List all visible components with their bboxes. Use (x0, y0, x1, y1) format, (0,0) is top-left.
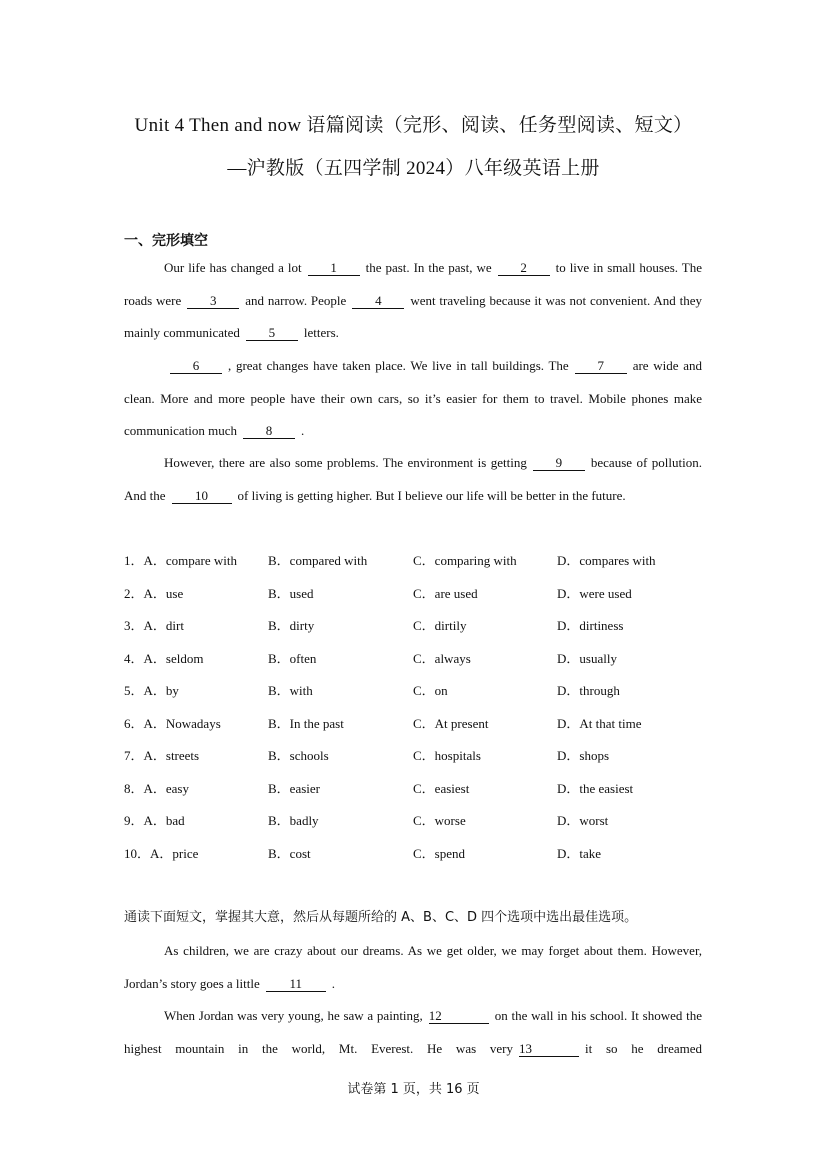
question-options-4 (124, 643, 724, 676)
option-B: B．cost (268, 845, 311, 861)
option-D: D．worst (557, 813, 609, 828)
option-B: B．schools (268, 748, 329, 763)
paragraph-text: went traveling because it was not convenient. And they mainly communicated (124, 292, 702, 340)
reading-instruction: 通读下面短文，掌握其大意，然后从每题所给的 A、B、C、D 四个选项中选出最佳选项。 (124, 910, 638, 925)
question-options-1 (124, 545, 724, 578)
option-A: 1．A．compare with (124, 553, 238, 568)
option-A: 5．A．by (124, 683, 179, 698)
option-B: B．often (268, 650, 317, 666)
question-options-7 (124, 740, 724, 773)
reading-paragraph (124, 935, 702, 1000)
option-D: D．take (557, 845, 602, 861)
paragraph-text: When Jordan was very young, he saw a painting, (164, 1008, 423, 1023)
option-B: B．dirty (268, 618, 315, 633)
option-A: 8．A．easy (124, 780, 189, 796)
option-D: D．the easiest (557, 780, 634, 796)
question-options-10 (124, 838, 724, 871)
document-title: Unit 4 Then and now 语篇阅读（完形、阅读、任务型阅读、短文） (134, 115, 693, 136)
paragraph-text: Our life has changed a lot (164, 260, 302, 275)
blank-12: 12 (429, 1008, 489, 1024)
question-options-3 (124, 610, 724, 643)
cloze-paragraph (124, 447, 702, 512)
option-D: D．through (557, 683, 620, 698)
paragraph-text: . (331, 975, 336, 991)
cloze-paragraph (124, 350, 702, 448)
paragraph-text: As children, we are crazy about our dreams. As we get older, we may forget about them. However, Jordan’s story goes a little (124, 943, 702, 991)
blank-9: 9 (533, 455, 585, 471)
paragraph-text: on the wall in his school. It showed the highest mountain in the world, Mt. Everest. He was very (124, 1008, 702, 1056)
paragraph-text: it so he dreamed (584, 1040, 702, 1056)
option-C: C．dirtily (413, 618, 467, 633)
question-options-9 (124, 805, 724, 838)
blank-6: 6 (170, 358, 222, 374)
option-C: C．are used (413, 585, 478, 601)
question-options-6 (124, 708, 724, 741)
paragraph-text: However, there are also some problems. The environment is getting (164, 455, 527, 470)
blank-2: 2 (498, 260, 550, 276)
paragraph-text: the past. In the past, we (365, 260, 492, 275)
blank-1: 1 (308, 260, 360, 276)
options-list (124, 545, 724, 870)
option-C: C．worse (413, 813, 466, 828)
option-C: C．on (413, 683, 448, 698)
blank-13: 13 (519, 1041, 579, 1057)
question-options-5 (124, 675, 724, 708)
paragraph-text: letters. (303, 325, 339, 340)
option-C: C．hospitals (413, 748, 481, 763)
option-B: B．used (268, 585, 314, 601)
option-D: D．dirtiness (557, 618, 624, 633)
blank-8: 8 (243, 423, 295, 439)
option-D: D．compares with (557, 553, 656, 568)
option-A: 10．A．price (124, 845, 199, 861)
question-options-2 (124, 578, 724, 611)
blank-5: 5 (246, 325, 298, 341)
option-A: 2．A．use (124, 585, 184, 601)
blank-7: 7 (575, 358, 627, 374)
option-D: D．At that time (557, 715, 642, 731)
option-D: D．usually (557, 650, 617, 666)
paragraph-text: . (301, 423, 305, 438)
page-footer: 试卷第 1 页，共 16 页 (347, 1082, 480, 1097)
option-C: C．At present (413, 715, 489, 731)
paragraph-text: are wide and clean. More and more people have their own cars, so it’s easier for them to travel. Mobile phones make communication much (124, 358, 702, 438)
option-C: C．always (413, 650, 471, 666)
section-heading-cloze: 一、完形填空 (124, 233, 208, 249)
reading-paragraph (124, 1000, 702, 1065)
paragraph-text: and narrow. People (245, 292, 347, 308)
question-options-8 (124, 773, 724, 806)
option-C: C．spend (413, 845, 466, 861)
option-C: C．easiest (413, 780, 470, 796)
paragraph-text: of living is getting higher. But I believe our life will be better in the future. (237, 487, 626, 503)
paragraph-text: because of pollution. And the (124, 455, 702, 503)
option-A: 9．A．bad (124, 813, 185, 828)
option-B: B．with (268, 683, 313, 698)
blank-10: 10 (172, 488, 232, 504)
option-A: 6．A．Nowadays (124, 715, 221, 731)
option-D: D．shops (557, 748, 610, 763)
blank-11: 11 (266, 976, 326, 992)
option-D: D．were used (557, 585, 632, 601)
option-B: B．badly (268, 813, 319, 828)
option-A: 3．A．dirt (124, 618, 184, 633)
option-B: B．In the past (268, 715, 344, 731)
option-C: C．comparing with (413, 553, 517, 568)
option-A: 4．A．seldom (124, 650, 204, 666)
paragraph-text: , great changes have taken place. We live in tall buildings. The (228, 358, 569, 373)
blank-4: 4 (352, 293, 404, 309)
paragraph-text: to live in small houses. The roads were (124, 260, 702, 308)
option-B: B．compared with (268, 553, 368, 568)
document-subtitle: —沪教版（五四学制 2024）八年级英语上册 (227, 158, 600, 179)
option-B: B．easier (268, 780, 320, 796)
cloze-paragraph (124, 252, 702, 350)
option-A: 7．A．streets (124, 748, 200, 763)
blank-3: 3 (187, 293, 239, 309)
